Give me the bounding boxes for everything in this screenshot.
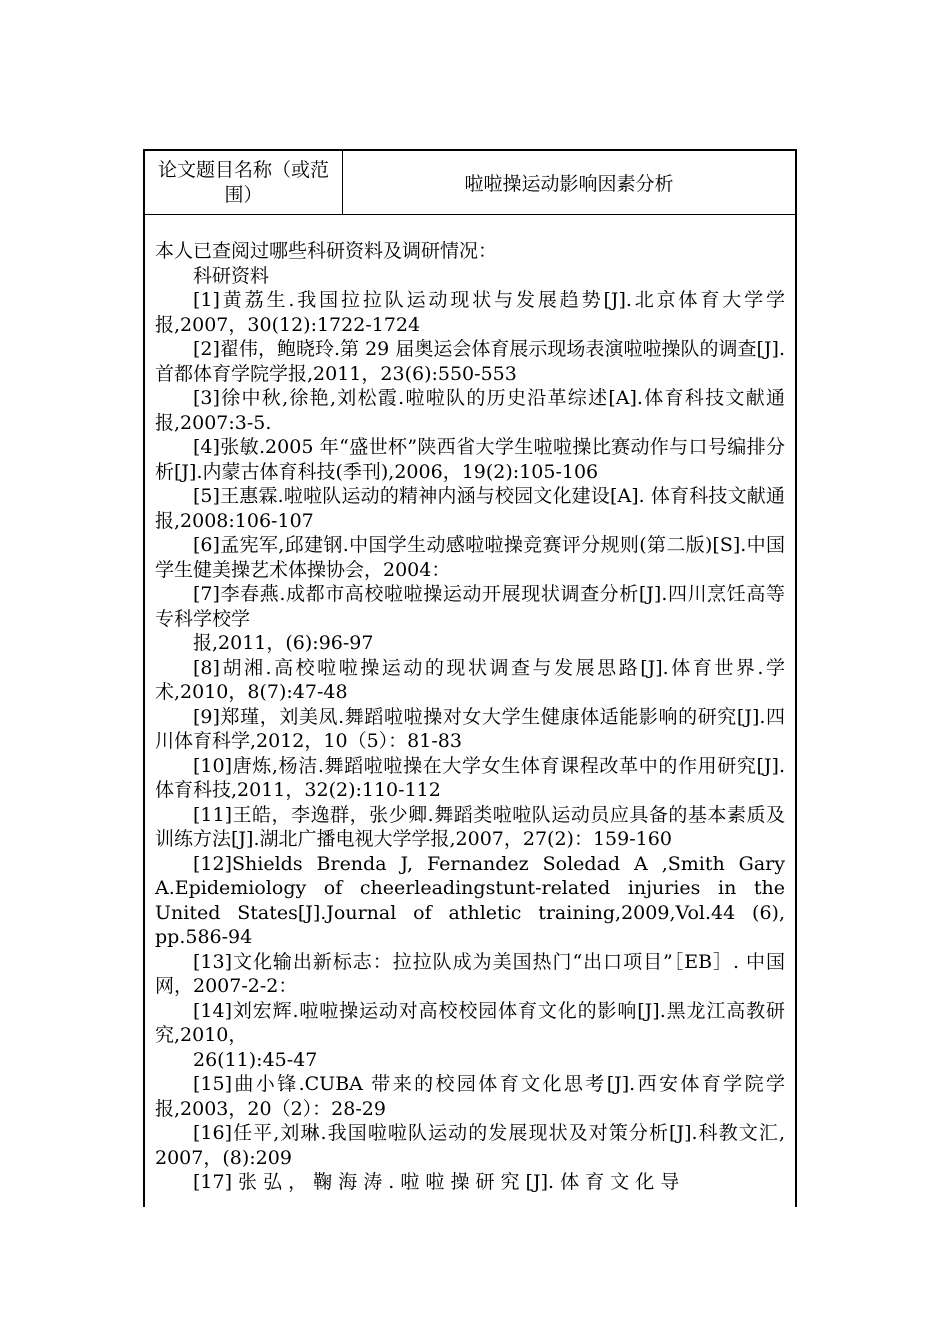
- reference-item: [4]张敏.2005 年“盛世杯”陕西省大学生啦啦操比赛动作与口号编排分析[J].内蒙古体育科技(季刊),2006，19(2):105-106: [155, 436, 785, 483]
- reference-item: [5]王惠霖.啦啦队运动的精神内涵与校园文化建设[A]. 体育科技文献通报,2008:106-107: [155, 485, 785, 532]
- reference-item: [17] 张 弘 ， 鞠 海 涛 . 啦 啦 操 研 究 [J]. 体 育 文 化 导: [193, 1171, 680, 1193]
- intro-text: 本人已查阅过哪些科研资料及调研情况：: [155, 240, 498, 262]
- research-materials-cell: [155, 239, 785, 1195]
- thesis-title-value: 啦啦操运动影响因素分析: [464, 173, 674, 195]
- reference-list: [155, 288, 785, 1195]
- reference-item: [14]刘宏辉.啦啦操运动对高校校园体育文化的影响[J].黑龙江高教研究,2010，: [155, 999, 785, 1046]
- reference-item: [8]胡湘.高校啦啦操运动的现状调查与发展思路[J].体育世界.学术,2010，8(7):47-48: [155, 656, 785, 703]
- reference-item: [2]翟伟，鲍晓玲.第 29 届奥运会体育展示现场表演啦啦操队的调查[J].首都体育学院学报,2011，23(6):550-553: [155, 338, 785, 385]
- reference-item: [3]徐中秋,徐艳,刘松霞.啦啦队的历史沿革综述[A].体育科技文献通报,2007:3-5.: [155, 387, 785, 434]
- reference-item: [12]Shields Brenda J, Fernandez Soledad A ,Smith Gary A.Epidemiology of cheerleadingstunt-related injuries in the United States[J].Journal of athletic training,2009,Vol.44 (6), pp.586-94: [155, 852, 785, 948]
- reference-item: [11]王皓，李逸群，张少卿.舞蹈类啦啦队运动员应具备的基本素质及训练方法[J].湖北广播电视大学学报,2007，27(2)：159-160: [155, 803, 785, 850]
- reference-continuation: 报,2011，(6):96-97: [193, 632, 374, 654]
- reference-item: [7]李春燕.成都市高校啦啦操运动开展现状调查分析[J].四川烹饪高等专科学校学: [155, 583, 785, 630]
- proposal-form-table: [143, 149, 797, 1207]
- reference-item: [15]曲小锋.CUBA 带来的校园体育文化思考[J].西安体育学院学报,2003，20（2）：28-29: [155, 1073, 785, 1120]
- thesis-title-label: 论文题目名称（或范围）: [145, 151, 343, 214]
- reference-item: [1]黄荔生.我国拉拉队运动现状与发展趋势[J].北京体育大学学报,2007，30(12):1722-1724: [155, 289, 785, 336]
- reference-item: [16]任平,刘琳.我国啦啦队运动的发展现状及对策分析[J].科教文汇, 2007，(8):209: [155, 1122, 785, 1169]
- reference-continuation: 26(11):45-47: [193, 1048, 318, 1071]
- section-label: 科研资料: [193, 264, 270, 287]
- reference-item: [9]郑瑾，刘美凤.舞蹈啦啦操对女大学生健康体适能影响的研究[J].四川体育科学,2012，10（5）：81-83: [155, 705, 785, 752]
- reference-item: [6]孟宪军,邱建钢.中国学生动感啦啦操竞赛评分规则(第二版)[S].中国学生健美操艺术体操协会，2004：: [155, 534, 785, 581]
- reference-item: [10]唐炼,杨洁.舞蹈啦啦操在大学女生体育课程改革中的作用研究[J].体育科技,2011，32(2):110-112: [155, 754, 785, 801]
- reference-item: [13]文化输出新标志：拉拉队成为美国热门“出口项目”［EB］. 中国网，2007-2-2：: [155, 950, 785, 997]
- title-row: [145, 151, 795, 215]
